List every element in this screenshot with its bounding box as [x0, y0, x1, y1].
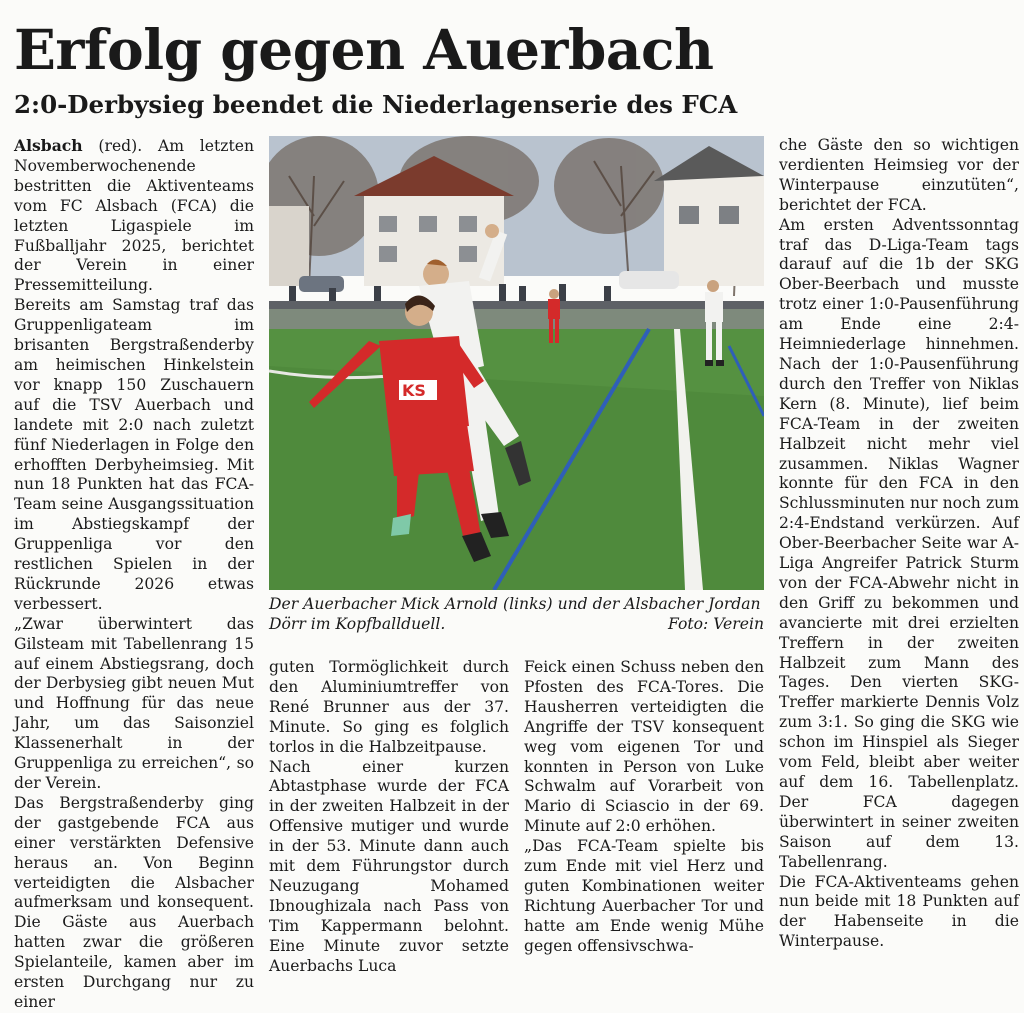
article-column-1 — [14, 136, 254, 1013]
photo-credit: Foto: Verein — [668, 615, 764, 633]
photo-caption — [269, 594, 764, 634]
dateline: Alsbach — [14, 136, 83, 155]
paragraph: Feick einen Schuss neben den Pfosten des FCA-Tores. Die Hausherren verteidigten die Angriffe der TSV konsequent weg vom eigenen Tor und konnten in Person von Luke Schwalm auf Vorarbeit von Mario di Sciascio in der 69. Minute auf 2:0 erhöhen. — [524, 658, 764, 836]
paragraph: Die FCA-Aktiventeams gehen nun beide mit 18 Punkten auf der Habenseite in die Winterpause. — [779, 872, 1019, 951]
paragraph: „Zwar überwintert das Gilsteam mit Tabellenrang 15 auf einem Abstiegsrang, doch der Derbysieg gibt neuen Mut und Hoffnung für das neue Jahr, um das Saisonziel Klassenerhalt in der Gruppenliga zu erreichen“, so der Verein. — [14, 614, 254, 792]
article-column-3 — [524, 658, 764, 957]
subheadline: 2:0-Derbysieg beendet die Niederlagenserie des FCA — [14, 90, 738, 119]
shirt-sponsor-text: KS — [402, 381, 426, 400]
paragraph: Nach einer kurzen Abtastphase wurde der FCA in der zweiten Halbzeit in der Offensive mutiger und wurde in der 53. Minute dann auch mit dem Führungstor durch Neuzugang Mohamed Ibnoughizala nach Pass von Tim Kappermann belohnt. Eine Minute zuvor setzte Auerbachs Luca — [269, 757, 509, 975]
paragraph: che Gäste den so wichtigen verdienten Heimsieg vor der Winterpause einzutüten“, berichtet der FCA. — [779, 136, 1019, 214]
lead-text: (red). Am letzten Novemberwochenende bestritten die Aktiventeams vom FC Alsbach (FCA) die letzten Ligaspiele im Fußballjahr 2025, berichtet der Verein in einer Pressemitteilung. — [14, 137, 254, 295]
lead-paragraph — [14, 136, 254, 296]
paragraph: „Das FCA-Team spielte bis zum Ende mit viel Herz und guten Kombinationen weiter Richtung Auerbacher Tor und hatte am Ende wenig Mühe gegen offensivschwa- — [524, 837, 764, 955]
headline: Erfolg gegen Auerbach — [14, 17, 714, 82]
caption-text: Der Auerbacher Mick Arnold (links) und der Alsbacher Jordan Dörr im Kopfballduell. — [269, 595, 761, 633]
article-column-2 — [269, 658, 509, 977]
paragraph: Am ersten Adventssonntag traf das D-Liga-Team tags darauf auf die 1b der SKG Ober-Beerbach und musste trotz einer 1:0-Pausenführung am Ende eine 2:4-Heimniederlage hinnehmen. Nach der 1:0-Pausenführung durch den Treffer von Niklas Kern (8. Minute), lief beim FCA-Team in der zweiten Halbzeit nicht mehr viel zusammen. Niklas Wagner konnte für den FCA in den Schlussminuten nur noch zum 2:4-Endstand verkürzen. Auf Ober-Beerbacher Seite war A-Liga Angreifer Patrick Sturm von der FCA-Abwehr nicht in den Griff zu bekommen und avancierte mit drei erzielten Treffern in der zweiten Halbzeit zum Mann des Tages. Den vierten SKG-Treffer markierte Dennis Volz zum 3:1. So ging die SKG wie schon im Hinspiel als Sieger vom Feld, bleibt aber weiter auf dem 16. Tabellenplatz. Der FCA dagegen überwintert in seiner zweiten Saison auf dem 13. Tabellenrang. — [779, 215, 1019, 871]
article-column-4 — [779, 136, 1019, 952]
paragraph: guten Tormöglichkeit durch den Aluminiumtreffer von René Brunner aus der 37. Minute. So ging es folglich torlos in die Halbzeitpause. — [269, 658, 509, 756]
match-photo — [269, 136, 764, 590]
paragraph: Das Bergstraßenderby ging der gastgebende FCA aus einer verstärkten Defensive heraus an. Von Beginn verteidigten die Alsbacher aufmerksam und konsequent. Die Gäste aus Auerbach hatten zwar die größeren Spielanteile, kamen aber im ersten Durchgang nur zu einer — [14, 793, 254, 1011]
paragraph: Bereits am Samstag traf das Gruppenligateam im brisanten Bergstraßenderby am heimischen Hinkelstein vor knapp 150 Zuschauern auf die TSV Auerbach und landete mit 2:0 nach zuletzt fünf Niederlagen in Folge den erhofften Derbyheimsieg. Mit nun 18 Punkten hat das FCA-Team seine Ausgangssituation im Abstiegskampf der Gruppenliga vor den restlichen Spielen in der Rückrunde 2026 etwas verbessert. — [14, 296, 254, 613]
